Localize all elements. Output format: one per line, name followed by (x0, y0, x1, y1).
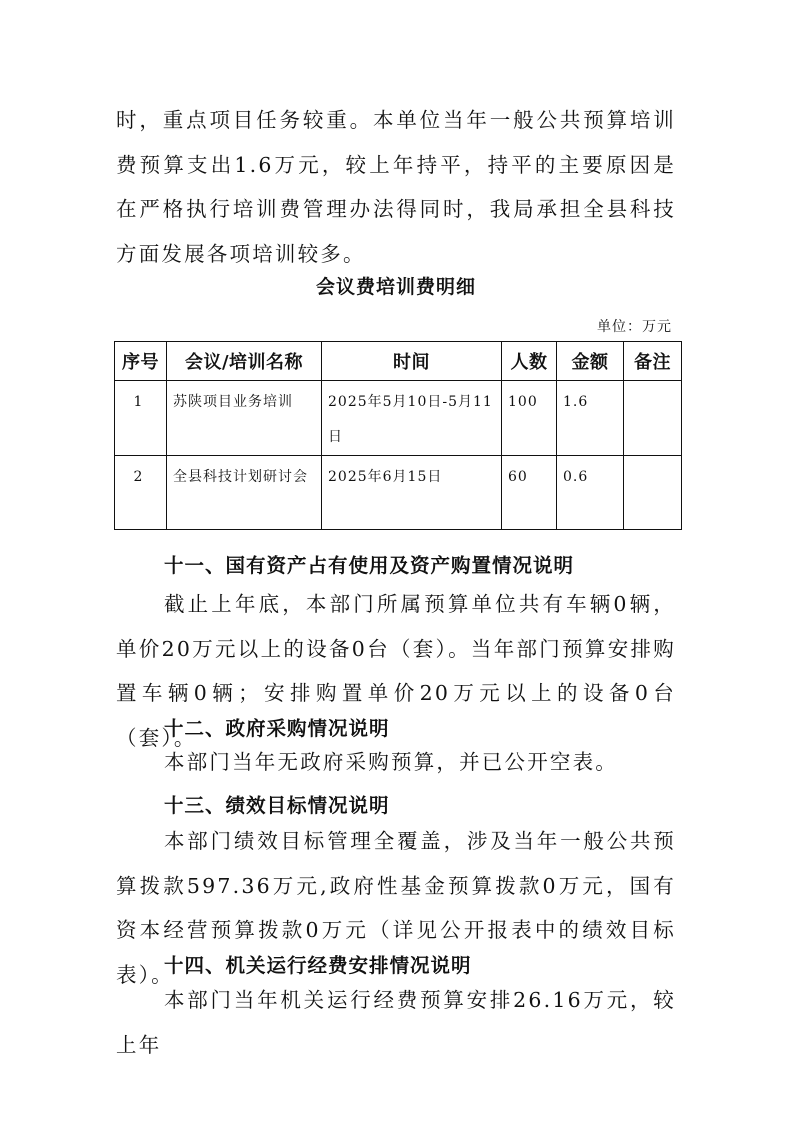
section-body: 本部门当年无政府采购预算，并已公开空表。 (164, 750, 618, 774)
unit-label: 单位：万元 (597, 319, 672, 335)
table-row (115, 456, 682, 530)
header-index: 序号 (115, 342, 167, 381)
header-time: 时间 (322, 342, 502, 381)
cell-index: 1 (115, 381, 167, 456)
header-name: 会议/培训名称 (167, 342, 322, 381)
cell-amount: 0.6 (557, 456, 624, 530)
header-remark: 备注 (624, 342, 682, 381)
cell-amount: 1.6 (557, 381, 624, 456)
section-heading: 十二、政府采购情况说明 (164, 717, 390, 740)
table-header-row (115, 342, 682, 381)
cell-remark (624, 381, 682, 456)
intro-paragraph: 时，重点项目任务较重。本单位当年一般公共预算培训费预算支出1.6万元，较上年持平，持平的主要原因是在严格执行培训费管理办法得同时，我局承担全县科技方面发展各项培训较多。 (116, 108, 676, 266)
cell-people: 60 (502, 456, 557, 530)
cell-name: 全县科技计划研讨会 (167, 456, 322, 530)
section-body: 截止上年底，本部门所属预算单位共有车辆0辆，单价20万元以上的设备0台（套）。当年部门预算安排购置车辆0辆；安排购置单价20万元以上的设备0台（套）。 (116, 592, 676, 750)
section-heading: 十一、国有资产占有使用及资产购置情况说明 (164, 554, 575, 577)
cell-remark (624, 456, 682, 530)
header-people: 人数 (502, 342, 557, 381)
section-heading: 十三、绩效目标情况说明 (164, 794, 390, 817)
header-amount: 金额 (557, 342, 624, 381)
table-row (115, 381, 682, 456)
section-heading: 十四、机关运行经费安排情况说明 (164, 954, 472, 977)
section-body: 本部门当年机关运行经费预算安排26.16万元，较上年 (116, 988, 676, 1057)
section-body: 本部门绩效目标管理全覆盖，涉及当年一般公共预算拨款597.36万元,政府性基金预算拨款0万元，国有资本经营预算拨款0万元（详见公开报表中的绩效目标表）。 (116, 829, 676, 987)
table-title: 会议费培训费明细 (315, 276, 476, 298)
cell-index: 2 (115, 456, 167, 530)
cell-time: 2025年5月10日-5月11日 (322, 381, 502, 456)
cell-people: 100 (502, 381, 557, 456)
cell-time: 2025年6月15日 (322, 456, 502, 530)
meeting-training-table (114, 341, 682, 530)
cell-name: 苏陕项目业务培训 (167, 381, 322, 456)
